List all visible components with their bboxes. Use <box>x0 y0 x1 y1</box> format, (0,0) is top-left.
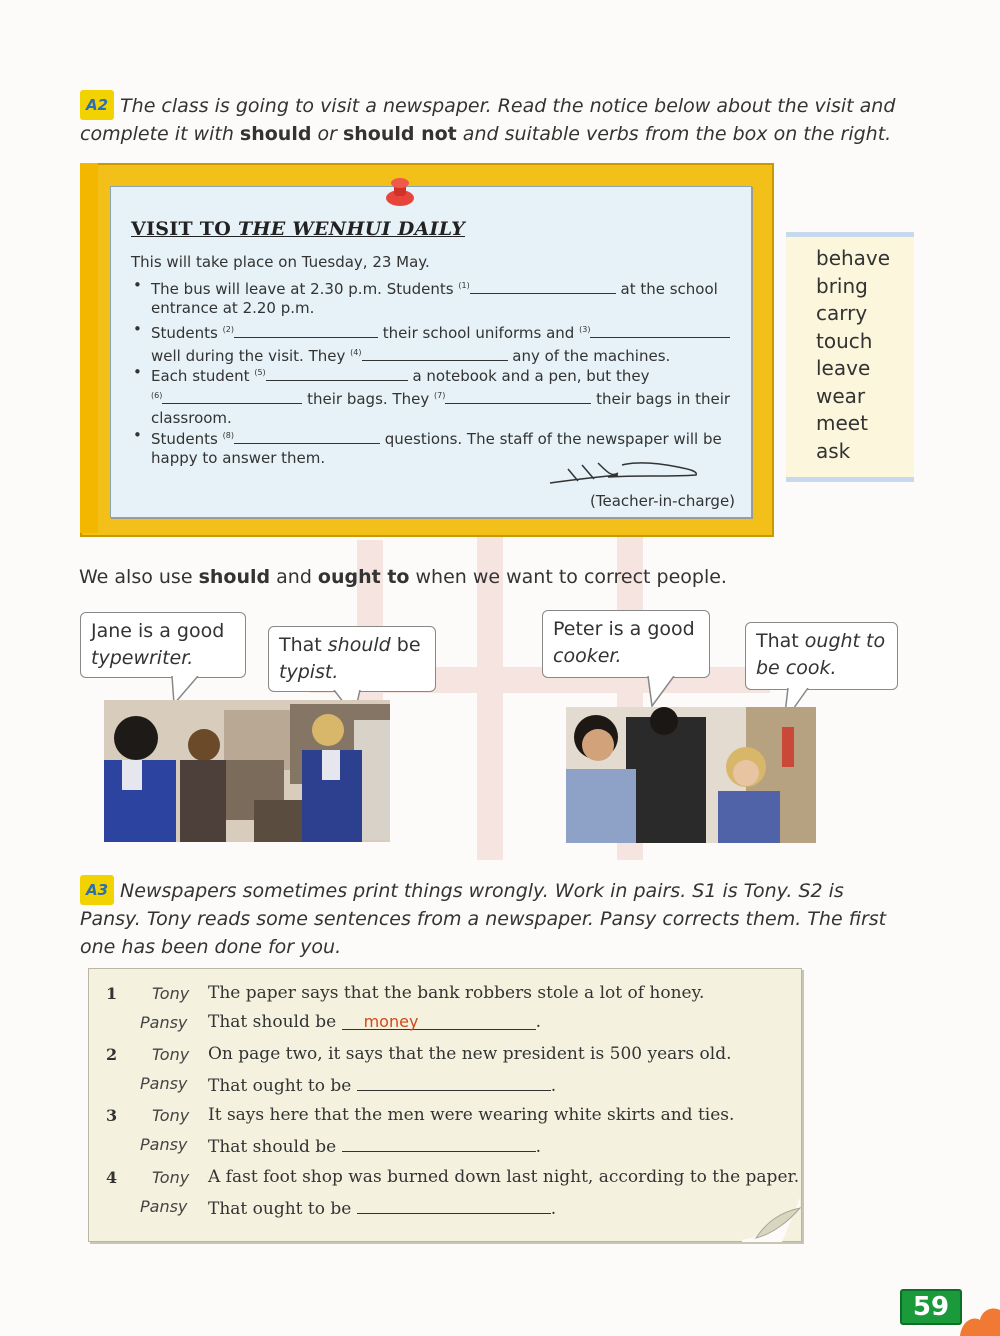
speech-bubble-cook: That ought to be cook. <box>745 622 898 690</box>
answer-blank[interactable] <box>342 1134 536 1152</box>
notice-date-line: This will take place on Tuesday, 23 May. <box>131 253 430 271</box>
photo-office-students <box>104 700 390 842</box>
speaker-tony: Tony <box>152 1106 190 1125</box>
tony-sentence: A fast foot shop was burned down last night, according to the paper. <box>208 1167 800 1187</box>
speaker-tony: Tony <box>152 1045 190 1064</box>
notice-bullet-3: Each student $^{(5)}$ a notebook and a pen, but they $^{(6)}$ their bags. They $^{(7)}$ their bags in their classroom. <box>151 367 731 427</box>
pansy-sentence: That should be . <box>208 1134 541 1157</box>
speech-bubble-peter: Peter is a good cooker. <box>542 610 710 678</box>
tony-sentence: On page two, it says that the new president is 500 years old. <box>208 1044 732 1064</box>
page-curl-icon <box>742 1198 802 1242</box>
verb-word: meet <box>816 411 868 435</box>
speaker-tony: Tony <box>152 984 190 1003</box>
answer-blank[interactable] <box>342 1012 536 1030</box>
notice-bullet-4: Students $^{(8)}$ questions. The staff of the newspaper will be happy to answer them. <box>151 430 722 467</box>
blank-1[interactable] <box>470 279 616 294</box>
a3-tag: A3 <box>80 875 114 905</box>
blank-3[interactable] <box>590 323 730 338</box>
answer-text: money <box>363 1012 419 1031</box>
tony-sentence: It says here that the men were wearing white skirts and ties. <box>208 1105 735 1125</box>
speaker-pansy: Pansy <box>140 1135 188 1154</box>
bullet-icon: • <box>133 320 142 338</box>
speaker-pansy: Pansy <box>140 1197 188 1216</box>
speaker-pansy: Pansy <box>140 1074 188 1093</box>
blank-6[interactable] <box>162 389 302 404</box>
bubble-tail <box>646 676 680 708</box>
bullet-icon: • <box>133 276 142 294</box>
blank-7[interactable] <box>445 389 591 404</box>
photo-kitchen-students <box>566 707 816 843</box>
correction-intro: We also use should and ought to when we want to correct people. <box>79 566 727 588</box>
pansy-sentence: That ought to be . <box>208 1196 556 1219</box>
tony-sentence: The paper says that the bank robbers stole a lot of honey. <box>208 983 705 1003</box>
a2-instruction: A2 The class is going to visit a newspaper. Read the notice below about the visit and complete it with should or should not and suitable verbs from the box on the right. <box>80 90 960 148</box>
speech-bubble-jane: Jane is a good typewriter. <box>80 612 246 678</box>
notice-bullet-1: The bus will leave at 2.30 p.m. Students $^{(1)}$ at the school entrance at 2.20 p.m. <box>151 280 718 317</box>
corner-decoration <box>930 1290 1000 1336</box>
exercise-number: 2 <box>106 1045 118 1064</box>
blank-2[interactable] <box>234 323 378 338</box>
bullet-icon: • <box>133 426 142 444</box>
exercise-number: 3 <box>106 1106 118 1125</box>
verb-word-box <box>786 232 914 482</box>
exercise-number: 1 <box>106 984 118 1003</box>
pansy-sentence: That ought to be . <box>208 1073 556 1096</box>
blank-4[interactable] <box>362 346 508 361</box>
a2-tag: A2 <box>80 90 114 120</box>
blank-5[interactable] <box>266 366 408 381</box>
a3-instruction: A3 Newspapers sometimes print things wrongly. Work in pairs. S1 is Tony. S2 is Pansy. Tony reads some sentences from a newspaper. Pansy corrects them. The first one has been done for you. <box>80 875 960 961</box>
speaker-pansy: Pansy <box>140 1013 188 1032</box>
page-number: 59 <box>900 1289 962 1325</box>
notice-bullet-2: Students $^{(2)}$ their school uniforms and $^{(3)}$ well during the visit. They $^{(4)}$ any of the machines. <box>151 320 751 366</box>
notice-board-edge <box>80 163 98 533</box>
bullet-icon: • <box>133 363 142 381</box>
verb-word: leave <box>816 356 871 380</box>
verb-word: touch <box>816 328 873 353</box>
answer-blank[interactable] <box>357 1196 551 1214</box>
speech-bubble-typist: That should be typist. <box>268 626 436 692</box>
verb-word: behave <box>816 246 891 270</box>
verb-word: bring <box>816 273 868 298</box>
speaker-tony: Tony <box>152 1168 190 1187</box>
verb-word: carry <box>816 301 868 325</box>
blank-8[interactable] <box>234 429 380 444</box>
exercise-number: 4 <box>106 1168 118 1187</box>
verb-word: wear <box>816 383 866 408</box>
notice-title: VISIT TO THE WENHUI DAILY <box>131 218 466 240</box>
pansy-sentence: That should be money . <box>208 1012 541 1032</box>
answer-blank[interactable] <box>357 1073 551 1091</box>
signature-icon <box>548 455 708 489</box>
signature-role: (Teacher-in-charge) <box>590 492 736 510</box>
pushpin-icon <box>383 176 417 210</box>
verb-word: ask <box>816 438 851 463</box>
